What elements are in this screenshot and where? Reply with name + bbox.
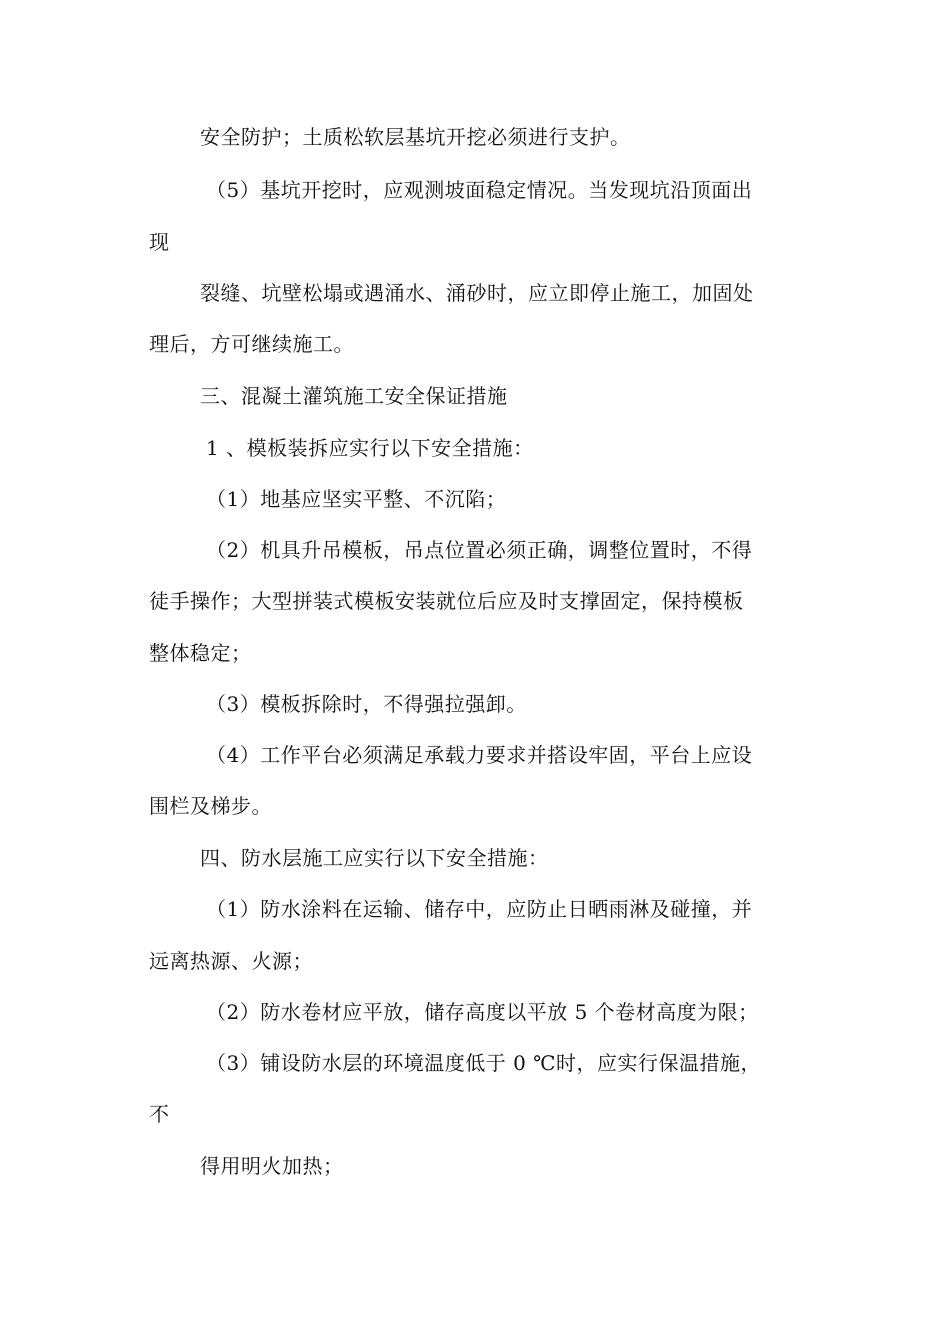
- text-line: 徒手操作；大型拼装式模板安装就位后应及时支撑固定，保持模板: [149, 589, 744, 613]
- text-line: （1）地基应坚实平整、不沉陷；: [206, 487, 507, 511]
- text-line: （3）铺设防水层的环境温度低于 0 ℃时，应实行保温措施，: [206, 1051, 762, 1075]
- text-line: 理后，方可继续施工。: [149, 332, 354, 356]
- text-line: 1 、模板装拆应实行以下安全措施：: [206, 436, 534, 460]
- text-line: （5）基坑开挖时，应观测坡面稳定情况。当发现坑沿顶面出: [206, 178, 753, 202]
- text-line: 不: [149, 1102, 170, 1126]
- text-line: 现: [149, 230, 170, 254]
- text-line: 安全防护；土质松软层基坑开挖必须进行支护。: [200, 125, 631, 149]
- section-heading: 三、混凝土灌筑施工安全保证措施: [200, 384, 508, 408]
- text-line: 围栏及梯步。: [149, 794, 272, 818]
- text-line: 裂缝、坑壁松塌或遇涌水、涌砂时，应立即停止施工，加固处: [200, 281, 754, 305]
- text-line: （1）防水涂料在运输、储存中，应防止日晒雨淋及碰撞，并: [206, 897, 753, 921]
- section-heading: 四、防水层施工应实行以下安全措施：: [200, 846, 549, 870]
- text-line: 整体稳定；: [149, 641, 252, 665]
- text-line: （4）工作平台必须满足承载力要求并搭设牢固，平台上应设: [206, 743, 753, 767]
- text-line: 得用明火加热；: [200, 1154, 344, 1178]
- text-line: 远离热源、火源；: [149, 949, 313, 973]
- text-line: （3）模板拆除时，不得强拉强卸。: [206, 692, 527, 716]
- text-line: （2）防水卷材应平放，储存高度以平放 5 个卷材高度为限；: [206, 1000, 759, 1024]
- text-line: （2）机具升吊模板，吊点位置必须正确，调整位置时，不得: [206, 538, 753, 562]
